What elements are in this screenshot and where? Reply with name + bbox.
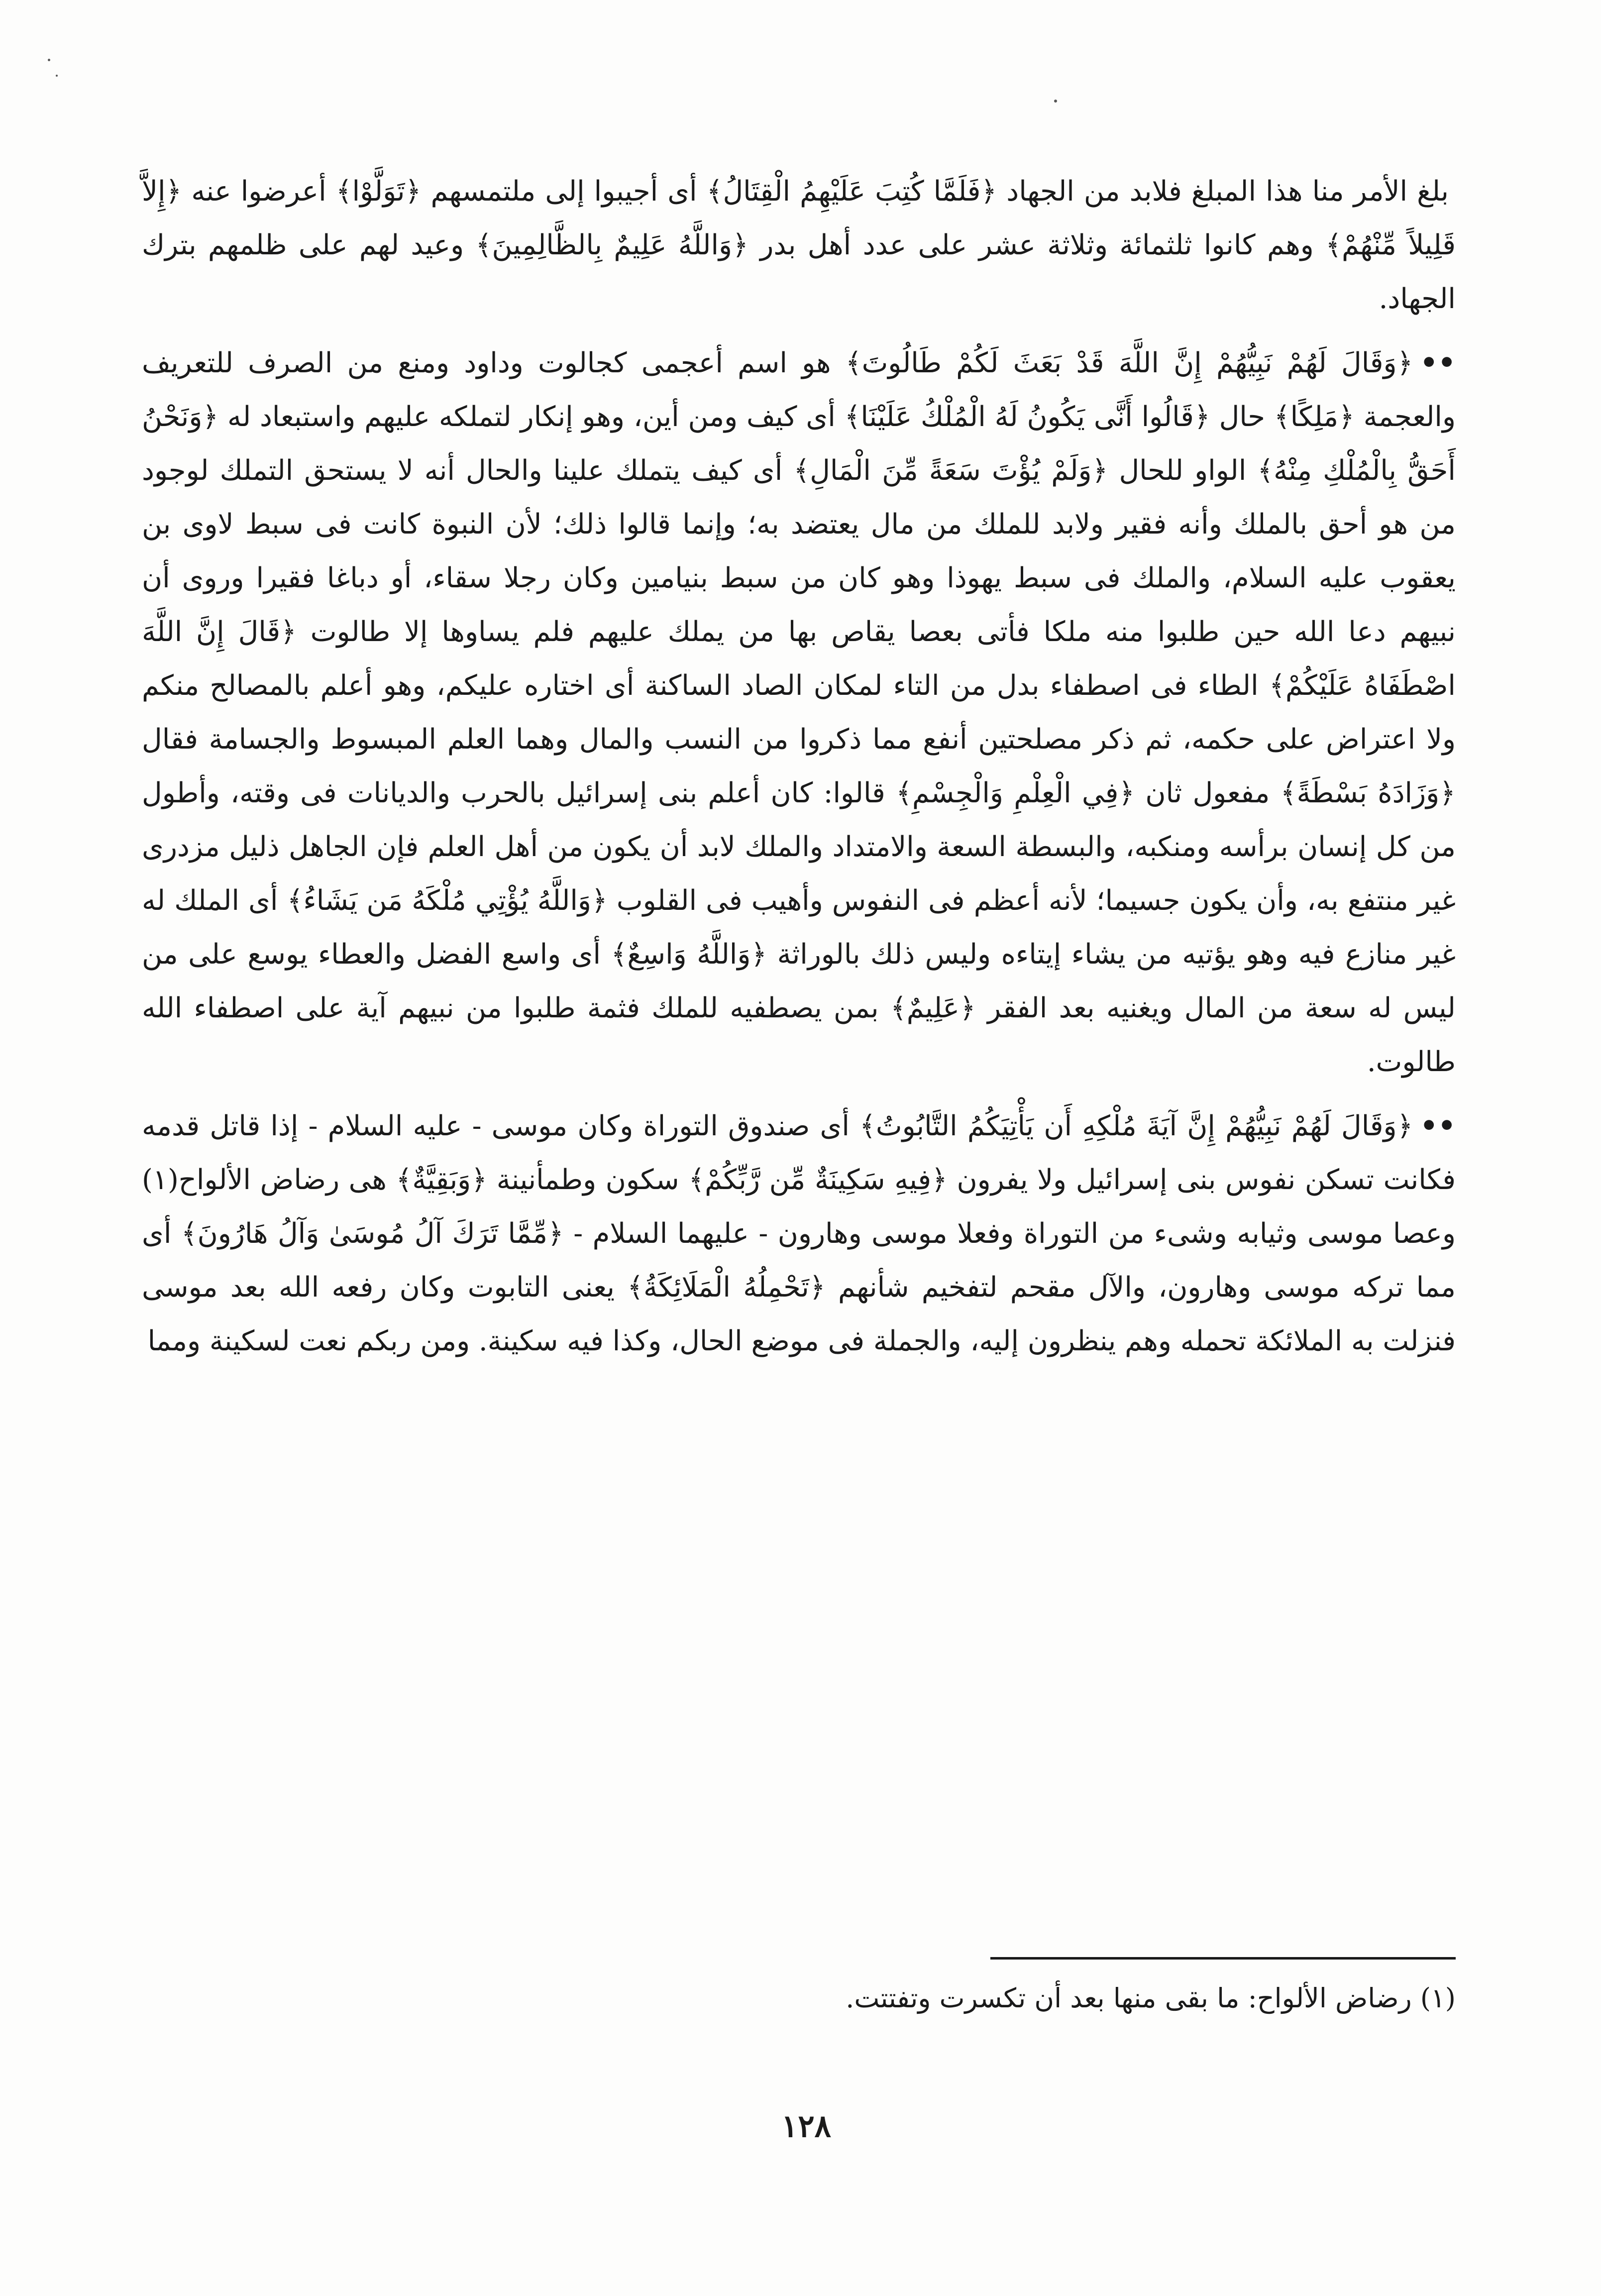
footnote-divider [990,1957,1456,1960]
paragraph-text: ﴿وَقَالَ لَهُمْ نَبِيُّهُمْ إِنَّ اللَّهَ قَدْ بَعَثَ لَكُمْ طَالُوتَ﴾ هو اسم أعجمى كجالوت وداود ومنع من الصرف للتعريف والعجمة ﴿مَلِكًا﴾ حال ﴿قَالُوا أَنَّى يَكُونُ لَهُ الْمُلْكُ عَلَيْنَا﴾ أى كيف ومن أين، وهو إنكار لتملكه عليهم واستبعاد له ﴿وَنَحْنُ أَحَقُّ بِالْمُلْكِ مِنْهُ﴾ الواو للحال ﴿وَلَمْ يُؤْتَ سَعَةً مِّنَ الْمَالِ﴾ أى كيف يتملك علينا والحال أنه لا يستحق التملك لوجود من هو أحق بالملك وأنه فقير ولابد للملك من مال يعتضد به؛ وإنما قالوا ذلك؛ لأن النبوة كانت فى سبط لاوى بن يعقوب عليه السلام، والملك فى سبط يهوذا وهو كان من سبط بنيامين وكان رجلا سقاء، أو دباغا فقيرا وروى أن نبيهم دعا الله حين طلبوا منه ملكا فأتى بعصا يقاص بها من يملك عليهم فلم يساوها إلا طالوت ﴿قَالَ إِنَّ اللَّهَ اصْطَفَاهُ عَلَيْكُمْ﴾ الطاء فى اصطفاء بدل من التاء لمكان الصاد الساكنة أى اختاره عليكم، وهو أعلم بالمصالح منكم ولا اعتراض على حكمه، ثم ذكر مصلحتين أنفع مما ذكروا من النسب والمال وهما العلم المبسوط والجسامة فقال ﴿وَزَادَهُ بَسْطَةً﴾ مفعول ثان ﴿فِي الْعِلْمِ وَالْجِسْمِ﴾ قالوا: كان أعلم بنى إسرائيل بالحرب والديانات فى وقته، وأطول من كل إنسان برأسه ومنكبه، والبسطة السعة والامتداد والملك لابد أن يكون من أهل العلم فإن الجاهل ذليل مزدرى غير منتفع به، وأن يكون جسيما؛ لأنه أعظم فى النفوس وأهيب فى القلوب ﴿وَاللَّهُ يُؤْتِي مُلْكَهُ مَن يَشَاءُ﴾ أى الملك له غير منازع فيه وهو يؤتيه من يشاء إيتاءه وليس ذلك بالوراثة ﴿وَاللَّهُ وَاسِعٌ﴾ أى واسع الفضل والعطاء يوسع على من ليس له سعة من المال ويغنيه بعد الفقر ﴿عَلِيمٌ﴾ بمن يصطفيه للملك فثمة طلبوا من نبيهم آية على اصطفاء الله طالوت. [142,347,1456,1078]
paragraph-2 [142,336,1456,1089]
paragraph-bullet: •• [1420,1109,1456,1142]
paragraph-text: ﴿وَقَالَ لَهُمْ نَبِيُّهُمْ إِنَّ آيَةَ مُلْكِهِ أَن يَأْتِيَكُمُ التَّابُوتُ﴾ أى صندوق التوراة وكان موسى - عليه السلام - إذا قاتل قدمه فكانت تسكن نفوس بنى إسرائيل ولا يفرون ﴿فِيهِ سَكِينَةٌ مِّن رَّبِّكُمْ﴾ سكون وطمأنينة ﴿وَبَقِيَّةٌ﴾ هى رضاض الألواح(١) وعصا موسى وثيابه وشىء من التوراة وفعلا موسى وهارون - عليهما السلام - ﴿مِّمَّا تَرَكَ آلُ مُوسَىٰ وَآلُ هَارُونَ﴾ أى مما تركه موسى وهارون، والآل مقحم لتفخيم شأنهم ﴿تَحْمِلُهُ الْمَلَائِكَةُ﴾ يعنى التابوت وكان رفعه الله بعد موسى فنزلت به الملائكة تحمله وهم ينظرون إليه، والجملة فى موضع الحال، وكذا فيه سكينة. ومن ربكم نعت لسكينة ومما [142,1110,1456,1357]
paragraph-3 [142,1099,1456,1368]
paragraph-text: بلغ الأمر منا هذا المبلغ فلابد من الجهاد ﴿فَلَمَّا كُتِبَ عَلَيْهِمُ الْقِتَالُ﴾ أى أجيبوا إلى ملتمسهم ﴿تَوَلَّوْا﴾ أعرضوا عنه ﴿إِلاَّ قَلِيلاً مِّنْهُمْ﴾ وهم كانوا ثلثمائة وثلاثة عشر على عدد أهل بدر ﴿وَاللَّهُ عَلِيمٌ بِالظَّالِمِينَ﴾ وعيد لهم على ظلمهم بترك الجهاد. [142,175,1456,315]
main-text [142,164,1456,1378]
paragraph-bullet: •• [1420,346,1456,379]
scan-speck [1054,100,1057,103]
page-number: ١٢٨ [781,2108,831,2144]
paragraph-1 [142,164,1456,326]
scan-speck [48,59,50,61]
footnote: (١) رضاض الألواح: ما بقى منها بعد أن تكسرت وتفتتت. [846,1982,1456,2014]
scan-speck [56,75,58,77]
